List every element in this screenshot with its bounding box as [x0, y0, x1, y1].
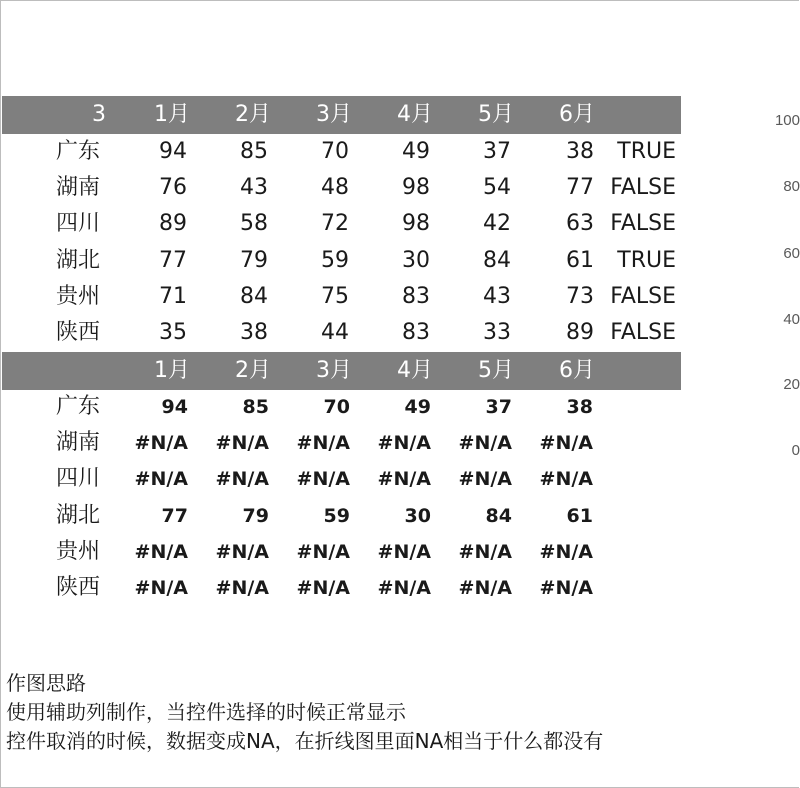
table2-row: [0, 534, 690, 570]
header-cell[interactable]: 2月: [235, 358, 271, 383]
data-cell[interactable]: 43: [483, 284, 511, 309]
header-cell[interactable]: 5月: [478, 358, 514, 383]
header-cell[interactable]: 6月: [559, 358, 595, 383]
table1-row: [0, 134, 690, 170]
data-cell[interactable]: 73: [566, 284, 594, 309]
data-cell[interactable]: 84: [483, 248, 511, 273]
data-cell[interactable]: 70: [323, 396, 350, 418]
data-cell[interactable]: 77: [159, 248, 187, 273]
header-cell[interactable]: 1月: [154, 358, 190, 383]
data-cell[interactable]: 42: [483, 211, 511, 236]
header-cell[interactable]: 4月: [397, 358, 433, 383]
row-label[interactable]: 广东: [56, 394, 101, 419]
data-cell[interactable]: 83: [402, 284, 430, 309]
axis-tick-label: 40: [783, 311, 800, 328]
data-cell[interactable]: 61: [566, 248, 594, 273]
data-cell[interactable]: 83: [402, 320, 430, 345]
data-cell[interactable]: 37: [485, 396, 512, 418]
row-label[interactable]: 四川: [56, 466, 101, 491]
data-cell[interactable]: 94: [161, 396, 188, 418]
row-label[interactable]: 湖南: [56, 175, 101, 200]
data-cell[interactable]: #N/A: [458, 432, 512, 454]
data-cell[interactable]: 49: [404, 396, 431, 418]
data-cell[interactable]: 30: [402, 248, 430, 273]
data-cell[interactable]: 85: [240, 139, 268, 164]
data-cell[interactable]: 89: [159, 211, 187, 236]
row-label[interactable]: 陕西: [56, 575, 101, 600]
data-cell[interactable]: #N/A: [134, 577, 188, 599]
data-cell[interactable]: #N/A: [215, 541, 269, 563]
header-cell[interactable]: 1月: [154, 102, 190, 127]
data-cell[interactable]: 58: [240, 211, 268, 236]
data-cell[interactable]: 71: [159, 284, 187, 309]
header-cell[interactable]: 2月: [235, 102, 271, 127]
notes-line[interactable]: 控件取消的时候，数据变成NA，在折线图里面NA相当于什么都没有: [6, 729, 604, 753]
data-cell[interactable]: 79: [240, 248, 268, 273]
data-cell[interactable]: 48: [321, 175, 349, 200]
data-cell[interactable]: #N/A: [296, 577, 350, 599]
axis-tick-label: 100: [774, 112, 800, 129]
table2-row: [0, 570, 690, 606]
row-label[interactable]: 湖北: [56, 503, 101, 528]
table2-row: [0, 425, 690, 461]
data-cell[interactable]: #N/A: [134, 541, 188, 563]
data-cell[interactable]: 44: [321, 320, 349, 345]
table2-row: [0, 498, 690, 534]
notes-title[interactable]: 作图思路: [6, 671, 86, 695]
data-cell[interactable]: 59: [321, 248, 349, 273]
table1-row: [0, 243, 690, 279]
header-cell[interactable]: 6月: [559, 102, 595, 127]
data-cell[interactable]: #N/A: [458, 577, 512, 599]
row-label[interactable]: 陕西: [56, 320, 101, 345]
data-cell[interactable]: 94: [159, 139, 187, 164]
table2-row: [0, 461, 690, 497]
data-cell[interactable]: 43: [240, 175, 268, 200]
data-cell[interactable]: #N/A: [458, 541, 512, 563]
axis-tick-label: 0: [791, 442, 800, 459]
notes-line[interactable]: 使用辅助列制作，当控件选择的时候正常显示: [6, 700, 406, 724]
data-cell[interactable]: 77: [566, 175, 594, 200]
header-cell[interactable]: 5月: [478, 102, 514, 127]
data-cell[interactable]: 38: [566, 396, 593, 418]
header-cell[interactable]: 3月: [316, 358, 352, 383]
table1-header: [2, 96, 681, 134]
data-cell[interactable]: 30: [404, 505, 431, 527]
axis-tick-label: 20: [783, 376, 800, 393]
data-cell[interactable]: 72: [321, 211, 349, 236]
data-cell[interactable]: 84: [485, 505, 512, 527]
row-label[interactable]: 贵州: [56, 284, 101, 309]
data-cell[interactable]: 70: [321, 139, 349, 164]
axis-tick-label: 80: [783, 178, 800, 195]
data-cell[interactable]: 54: [483, 175, 511, 200]
data-cell[interactable]: #N/A: [377, 432, 431, 454]
data-cell[interactable]: 98: [402, 211, 430, 236]
data-cell[interactable]: 38: [566, 139, 594, 164]
flag-cell[interactable]: FALSE: [610, 320, 676, 345]
data-cell[interactable]: #N/A: [296, 432, 350, 454]
data-cell[interactable]: #N/A: [377, 577, 431, 599]
flag-cell[interactable]: FALSE: [610, 175, 676, 200]
data-cell[interactable]: #N/A: [134, 468, 188, 490]
data-cell[interactable]: #N/A: [215, 577, 269, 599]
data-cell[interactable]: #N/A: [539, 577, 593, 599]
data-cell[interactable]: 85: [242, 396, 269, 418]
data-cell[interactable]: #N/A: [377, 541, 431, 563]
table2-row: [0, 389, 690, 425]
data-cell[interactable]: 79: [242, 505, 269, 527]
data-cell[interactable]: 33: [483, 320, 511, 345]
data-cell[interactable]: 49: [402, 139, 430, 164]
data-cell[interactable]: 84: [240, 284, 268, 309]
axis-tick-label: 60: [783, 245, 800, 262]
data-cell[interactable]: 98: [402, 175, 430, 200]
table2-header: [2, 352, 681, 390]
data-cell[interactable]: #N/A: [215, 468, 269, 490]
data-cell[interactable]: 37: [483, 139, 511, 164]
data-cell[interactable]: #N/A: [458, 468, 512, 490]
table1-row: [0, 170, 690, 206]
data-cell[interactable]: #N/A: [296, 541, 350, 563]
data-cell[interactable]: #N/A: [296, 468, 350, 490]
row-label[interactable]: 贵州: [56, 539, 101, 564]
flag-cell[interactable]: FALSE: [610, 211, 676, 236]
row-label[interactable]: 四川: [56, 211, 101, 236]
data-cell[interactable]: #N/A: [215, 432, 269, 454]
data-cell[interactable]: 61: [566, 505, 593, 527]
row-label[interactable]: 广东: [56, 139, 101, 164]
data-cell[interactable]: #N/A: [539, 432, 593, 454]
data-cell[interactable]: 77: [161, 505, 188, 527]
data-cell[interactable]: 76: [159, 175, 187, 200]
header-cell[interactable]: 3: [92, 102, 106, 127]
data-cell[interactable]: 75: [321, 284, 349, 309]
flag-cell[interactable]: TRUE: [617, 248, 676, 273]
header-cell[interactable]: 3月: [316, 102, 352, 127]
data-cell[interactable]: 59: [323, 505, 350, 527]
data-cell[interactable]: 35: [159, 320, 187, 345]
data-cell[interactable]: 89: [566, 320, 594, 345]
data-cell[interactable]: 63: [566, 211, 594, 236]
notes-block: [6, 669, 603, 756]
table1-row: [0, 279, 690, 315]
flag-cell[interactable]: TRUE: [617, 139, 676, 164]
data-cell[interactable]: #N/A: [539, 541, 593, 563]
data-cell[interactable]: #N/A: [539, 468, 593, 490]
table1-row: [0, 315, 690, 351]
data-cell[interactable]: #N/A: [134, 432, 188, 454]
row-label[interactable]: 湖南: [56, 430, 101, 455]
flag-cell[interactable]: FALSE: [610, 284, 676, 309]
table1-row: [0, 206, 690, 242]
header-cell[interactable]: 4月: [397, 102, 433, 127]
data-cell[interactable]: #N/A: [377, 468, 431, 490]
row-label[interactable]: 湖北: [56, 248, 101, 273]
data-cell[interactable]: 38: [240, 320, 268, 345]
